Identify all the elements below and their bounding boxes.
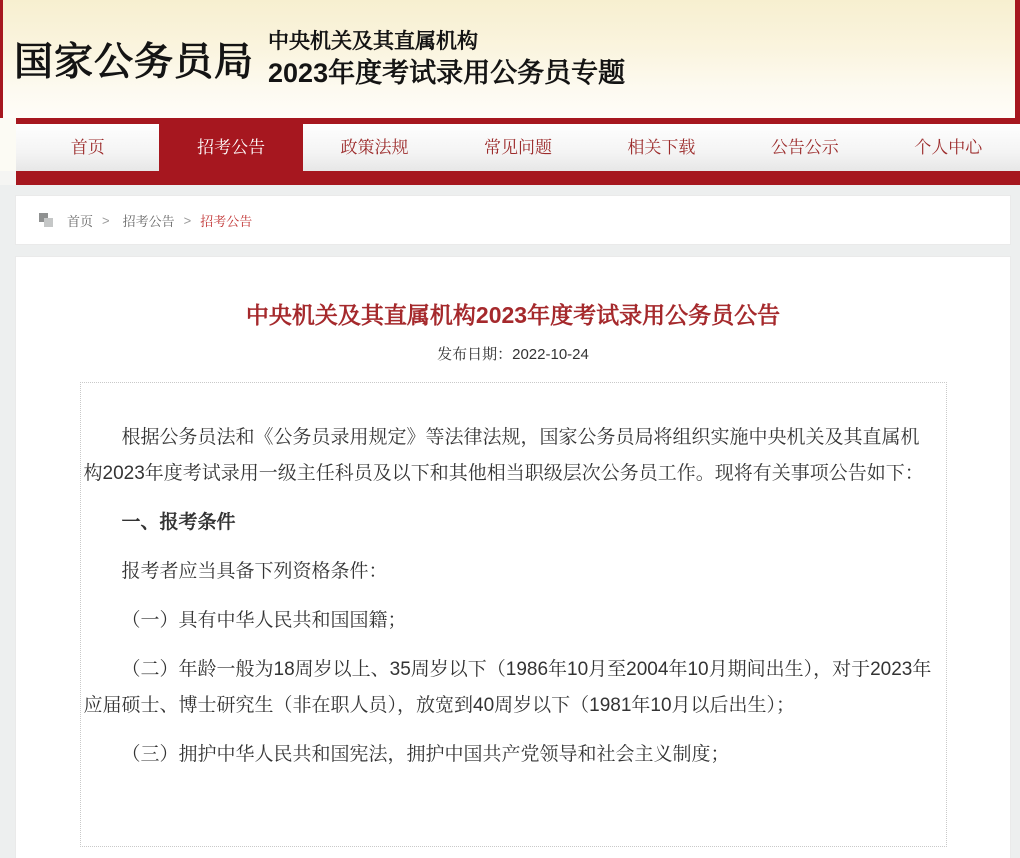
red-bar-spacer: [0, 171, 16, 185]
subtitle-line2: 2023年度考试录用公务员专题: [268, 58, 626, 88]
article-paragraph: 根据公务员法和《公务员录用规定》等法律法规，国家公务员局将组织实施中央机关及其直属机构2023年度考试录用一级主任科员及以下和其他相当职级层次公务员工作。现将有关事项公告如下：: [83, 427, 924, 484]
article-section-heading: 一、报考条件: [121, 512, 236, 533]
breadcrumb-item-home[interactable]: 首页: [67, 213, 94, 229]
nav-tab-personal-center[interactable]: 个人中心: [914, 138, 983, 157]
article-title: 中央机关及其直属机构2023年度考试录用公务员公告: [245, 302, 781, 328]
main-area: [0, 185, 1020, 858]
breadcrumb-separator: >: [183, 212, 192, 228]
nav-tab-downloads[interactable]: 相关下载: [627, 138, 696, 157]
red-bar-row: [0, 171, 1020, 185]
breadcrumb: [15, 195, 1011, 245]
nav-left-spacer: [0, 118, 16, 171]
article-paragraph: （一）具有中华人民共和国国籍；: [121, 610, 407, 631]
nav-tab-recruitment-announcements[interactable]: 招考公告: [159, 124, 302, 185]
article-body: [80, 382, 947, 847]
publish-date: 发布日期：2022-10-24: [437, 346, 589, 363]
article-paragraph: 报考者应当具备下列资格条件：: [121, 561, 388, 582]
nav-row: [0, 118, 1020, 171]
nav-tab-home[interactable]: 首页: [70, 138, 105, 157]
site-subtitle: [268, 28, 625, 90]
article-content-box: [15, 256, 1011, 858]
site-logo[interactable]: 国家公务员局: [14, 41, 255, 84]
breadcrumb-item-current[interactable]: 招考公告: [200, 213, 253, 229]
breadcrumb-separator: >: [102, 212, 110, 228]
site-header: [0, 0, 1020, 118]
nav-tab-policies[interactable]: 政策法规: [340, 138, 409, 157]
main-nav: [16, 118, 1020, 171]
nav-tab-faq[interactable]: 常见问题: [483, 138, 552, 157]
breadcrumb-item-recruitment[interactable]: 招考公告: [122, 213, 175, 229]
nav-tab-public-notices[interactable]: 公告公示: [770, 138, 839, 157]
breadcrumb-location-icon: [39, 213, 54, 228]
breadcrumb-icon-square-light: [44, 218, 53, 227]
article-paragraph: （三）拥护中华人民共和国宪法，拥护中国共产党领导和社会主义制度；: [121, 744, 730, 765]
subtitle-line1: 中央机关及其直属机构: [268, 30, 479, 53]
article-paragraph: （二）年龄一般为18周岁以上、35周岁以下（1986年10月至2004年10月期间出生），对于2023年应届硕士、博士研究生（非在职人员），放宽到40周岁以下（1981年10月以后出生）；: [83, 659, 932, 716]
